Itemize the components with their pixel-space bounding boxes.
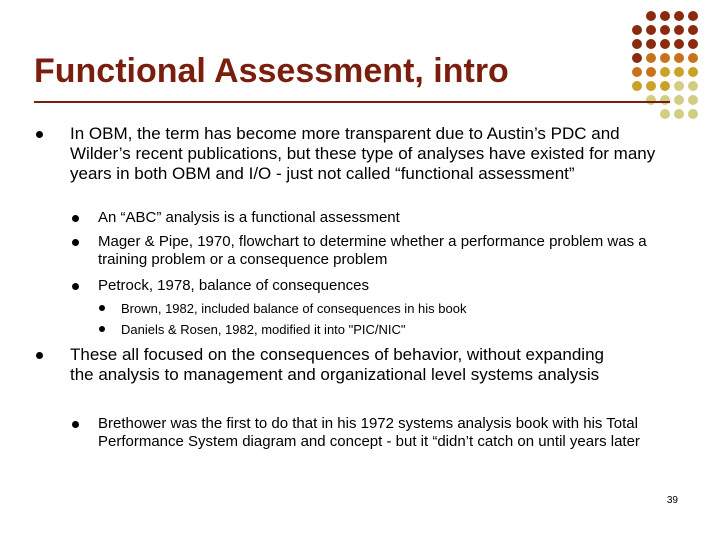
decorative-dot (632, 39, 642, 49)
decorative-dot (660, 95, 670, 105)
decorative-dot (660, 11, 670, 21)
decorative-dot (674, 25, 684, 35)
page-number: 39 (666, 495, 678, 506)
decorative-dot (688, 11, 698, 21)
decorative-dot (660, 67, 670, 77)
slide-title: Functional Assessment, intro (34, 52, 509, 90)
bullet-marker (72, 421, 79, 428)
bullet-item-1 (70, 124, 670, 184)
bullet-marker (36, 131, 43, 138)
decorative-dot (646, 53, 656, 63)
bullet-item-6 (121, 322, 661, 337)
bullet-marker (99, 326, 105, 332)
bullet-item-2 (98, 209, 658, 227)
decorative-dot (674, 109, 684, 119)
decorative-dot (674, 53, 684, 63)
bullet-marker (36, 352, 43, 359)
decorative-dot (632, 67, 642, 77)
decorative-dot (660, 39, 670, 49)
bullet-item-5 (121, 301, 661, 316)
decorative-dot (674, 11, 684, 21)
decorative-dot (674, 95, 684, 105)
bullet-item-3 (98, 233, 658, 269)
decorative-dot (660, 81, 670, 91)
decorative-dot (688, 109, 698, 119)
decorative-dot (646, 11, 656, 21)
bullet-text: Petrock, 1978, balance of consequences (98, 277, 370, 294)
bullet-item-7 (70, 345, 630, 385)
decorative-dot (688, 25, 698, 35)
bullet-item-4 (98, 277, 658, 295)
title-underline (34, 101, 670, 103)
decorative-dot (646, 95, 656, 105)
bullet-marker (99, 305, 105, 311)
decorative-dot (660, 25, 670, 35)
decorative-dot (688, 67, 698, 77)
decorative-dot (674, 67, 684, 77)
decorative-dot (688, 53, 698, 63)
bullet-text: Daniels & Rosen, 1982, modified it into "PIC/NIC" (121, 322, 406, 337)
decorative-dot (688, 81, 698, 91)
bullet-text: Brown, 1982, included balance of consequences in his book (121, 301, 467, 316)
decorative-dot (660, 109, 670, 119)
bullet-marker (72, 283, 79, 290)
decorative-dot (674, 81, 684, 91)
bullet-marker (72, 239, 79, 246)
decorative-dot (688, 39, 698, 49)
decorative-dot (646, 39, 656, 49)
decorative-dot (646, 67, 656, 77)
bullet-marker (72, 215, 79, 222)
decorative-dot (688, 95, 698, 105)
bullet-text: In OBM, the term has become more transparent due to Austin’s PDC and Wilder’s recent publications, but these type of analyses have existed for many years in both OBM and I/O - just not called “functional assessment” (70, 124, 656, 183)
bullet-text: Brethower was the first to do that in his 1972 systems analysis book with his Total Performance System diagram and concept - but it “didn’t catch on until years later (98, 415, 640, 450)
bullet-text: An “ABC” analysis is a functional assessment (98, 209, 400, 226)
decorative-dot (632, 81, 642, 91)
bullet-text: These all focused on the consequences of behavior, without expanding the analysis to management and organizational level systems analysis (70, 345, 604, 384)
bullet-item-8 (98, 415, 688, 451)
decorative-dot (646, 81, 656, 91)
decorative-dot (660, 53, 670, 63)
decorative-dot (632, 53, 642, 63)
bullet-text: Mager & Pipe, 1970, flowchart to determine whether a performance problem was a training problem or a consequence problem (98, 233, 647, 268)
decorative-dot (646, 25, 656, 35)
decorative-dot (632, 25, 642, 35)
decorative-dot (674, 39, 684, 49)
